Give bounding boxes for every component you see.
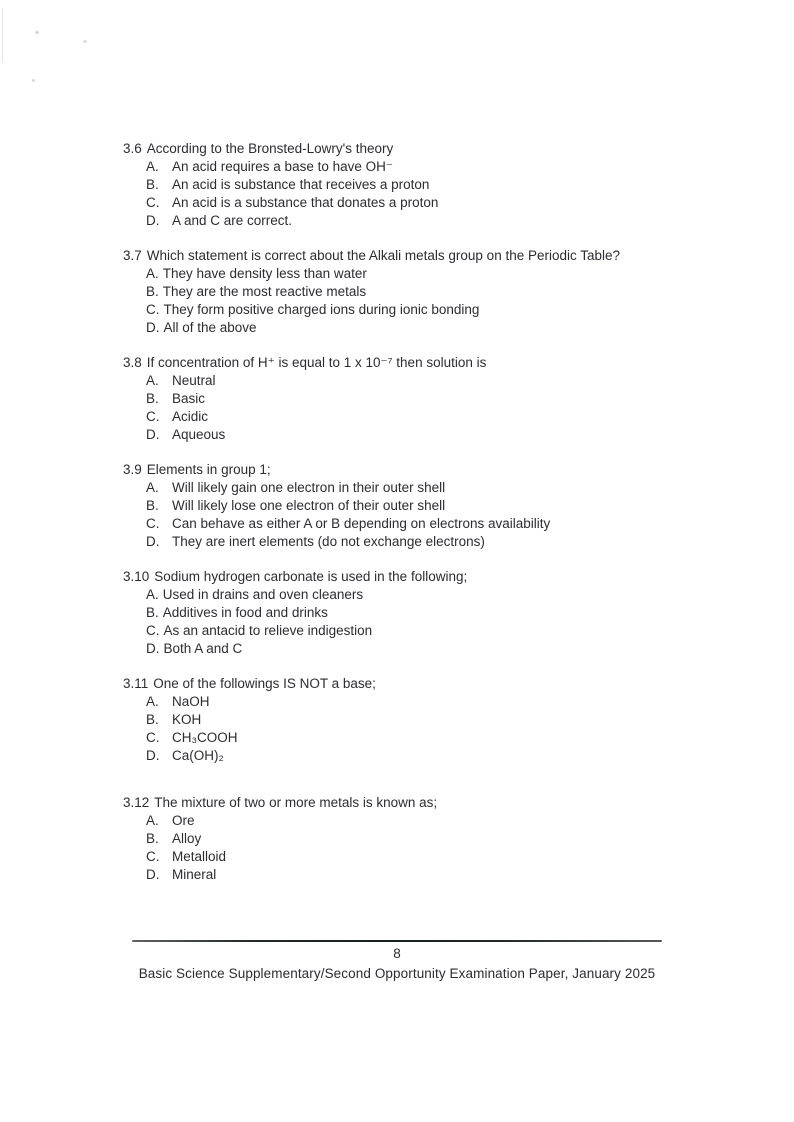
question-heading [123,247,723,265]
option-b [146,497,723,515]
option-letter: D. [146,748,160,763]
option-a [146,372,723,390]
option-letter: B. [146,831,159,846]
option-d [146,319,723,337]
question-number: 3.6 [123,141,142,156]
option-text: Ca(OH)₂ [172,748,224,763]
option-c [146,729,723,747]
option-letter: A. [146,159,159,174]
options-list [146,372,723,444]
question-3.11 [123,675,723,765]
scan-artifact-speck [32,79,35,82]
question-heading [123,675,723,693]
option-d [146,747,723,765]
option-letter: C. [146,849,160,864]
option-b [146,604,723,622]
options-list [146,158,723,230]
option-text: CH₃COOH [172,730,238,745]
option-a [146,693,723,711]
question-text: Elements in group 1; [146,462,271,477]
option-b [146,283,723,301]
page-footer [0,940,794,983]
option-text: Both A and C [163,641,243,656]
option-c [146,622,723,640]
option-letter: B. [146,498,159,513]
option-letter: B. [146,177,159,192]
options-list [146,693,723,765]
option-a [146,812,723,830]
option-b [146,176,723,194]
option-a [146,479,723,497]
questions-container [123,140,723,884]
footer-rule [132,940,662,942]
option-text: As an antacid to relieve indigestion [163,623,373,638]
option-letter: C. [146,730,160,745]
question-3.8 [123,354,723,444]
option-letter: C. [146,409,160,424]
option-letter: A. [146,587,159,602]
question-text: Sodium hydrogen carbonate is used in the following; [154,569,468,584]
question-3.12 [123,794,723,884]
option-text: Neutral [172,373,216,388]
option-a [146,158,723,176]
question-text: One of the followings IS NOT a base; [153,676,376,691]
question-3.9 [123,461,723,551]
question-3.10 [123,568,723,658]
option-text: An acid requires a base to have OH⁻ [172,159,393,174]
option-letter: C. [146,623,160,638]
option-text: Acidic [172,409,209,424]
question-text: According to the Bronsted-Lowry's theory [146,141,394,156]
question-heading [123,461,723,479]
options-list [146,812,723,884]
option-d [146,426,723,444]
question-number: 3.11 [123,676,149,691]
option-letter: B. [146,284,159,299]
footer-text: Basic Science Supplementary/Second Opportunity Examination Paper, January 2025 [138,966,656,981]
option-letter: C. [146,302,160,317]
option-letter: D. [146,427,160,442]
option-d [146,212,723,230]
question-text: The mixture of two or more metals is known as; [154,795,438,810]
option-text: They form positive charged ions during ionic bonding [163,302,480,317]
option-text: A and C are correct. [172,213,293,228]
option-c [146,194,723,212]
question-3.7 [123,247,723,337]
option-b [146,830,723,848]
option-text: Can behave as either A or B depending on electrons availability [172,516,551,531]
option-a [146,586,723,604]
question-number: 3.12 [123,795,150,810]
option-letter: B. [146,712,159,727]
option-text: All of the above [163,320,257,335]
question-3.6 [123,140,723,230]
option-d [146,866,723,884]
option-c [146,848,723,866]
options-list [146,265,723,337]
option-letter: A. [146,480,159,495]
option-text: An acid is substance that receives a proton [172,177,430,192]
option-text: Ore [172,813,195,828]
page-number: 8 [393,946,401,961]
option-c [146,408,723,426]
option-letter: D. [146,867,160,882]
option-text: They are inert elements (do not exchange electrons) [172,534,485,549]
option-c [146,301,723,319]
option-text: Metalloid [172,849,227,864]
option-letter: D. [146,213,160,228]
option-letter: D. [146,320,160,335]
question-number: 3.10 [123,569,150,584]
scan-artifact-speck [83,40,87,43]
question-heading [123,568,723,586]
option-text: They are the most reactive metals [162,284,367,299]
scan-artifact-speck [35,31,39,34]
option-d [146,640,723,658]
option-letter: C. [146,516,160,531]
question-text: If concentration of H⁺ is equal to 1 x 10⁻⁷ then solution is [146,355,487,370]
option-letter: D. [146,641,160,656]
option-text: Will likely lose one electron of their outer shell [172,498,446,513]
option-text: Will likely gain one electron in their outer shell [172,480,446,495]
option-letter: B. [146,391,159,406]
option-text: Used in drains and oven cleaners [162,587,364,602]
option-letter: A. [146,373,159,388]
option-b [146,711,723,729]
option-text: Aqueous [172,427,226,442]
option-letter: A. [146,266,159,281]
option-b [146,390,723,408]
option-d [146,533,723,551]
option-letter: D. [146,534,160,549]
question-number: 3.8 [123,355,142,370]
options-list [146,479,723,551]
option-letter: B. [146,605,159,620]
options-list [146,586,723,658]
question-number: 3.9 [123,462,142,477]
scan-artifact-line [2,8,3,63]
question-heading [123,140,723,158]
option-text: Alloy [172,831,202,846]
option-letter: A. [146,813,159,828]
question-text: Which statement is correct about the Alkali metals group on the Periodic Table? [146,248,621,263]
question-heading [123,794,723,812]
option-text: They have density less than water [162,266,367,281]
question-number: 3.7 [123,248,142,263]
option-text: Additives in food and drinks [162,605,328,620]
option-text: Basic [172,391,206,406]
option-letter: A. [146,694,159,709]
option-text: NaOH [172,694,210,709]
option-c [146,515,723,533]
option-text: An acid is a substance that donates a proton [172,195,439,210]
question-heading [123,354,723,372]
option-text: Mineral [172,867,217,882]
option-a [146,265,723,283]
option-text: KOH [172,712,202,727]
option-letter: C. [146,195,160,210]
